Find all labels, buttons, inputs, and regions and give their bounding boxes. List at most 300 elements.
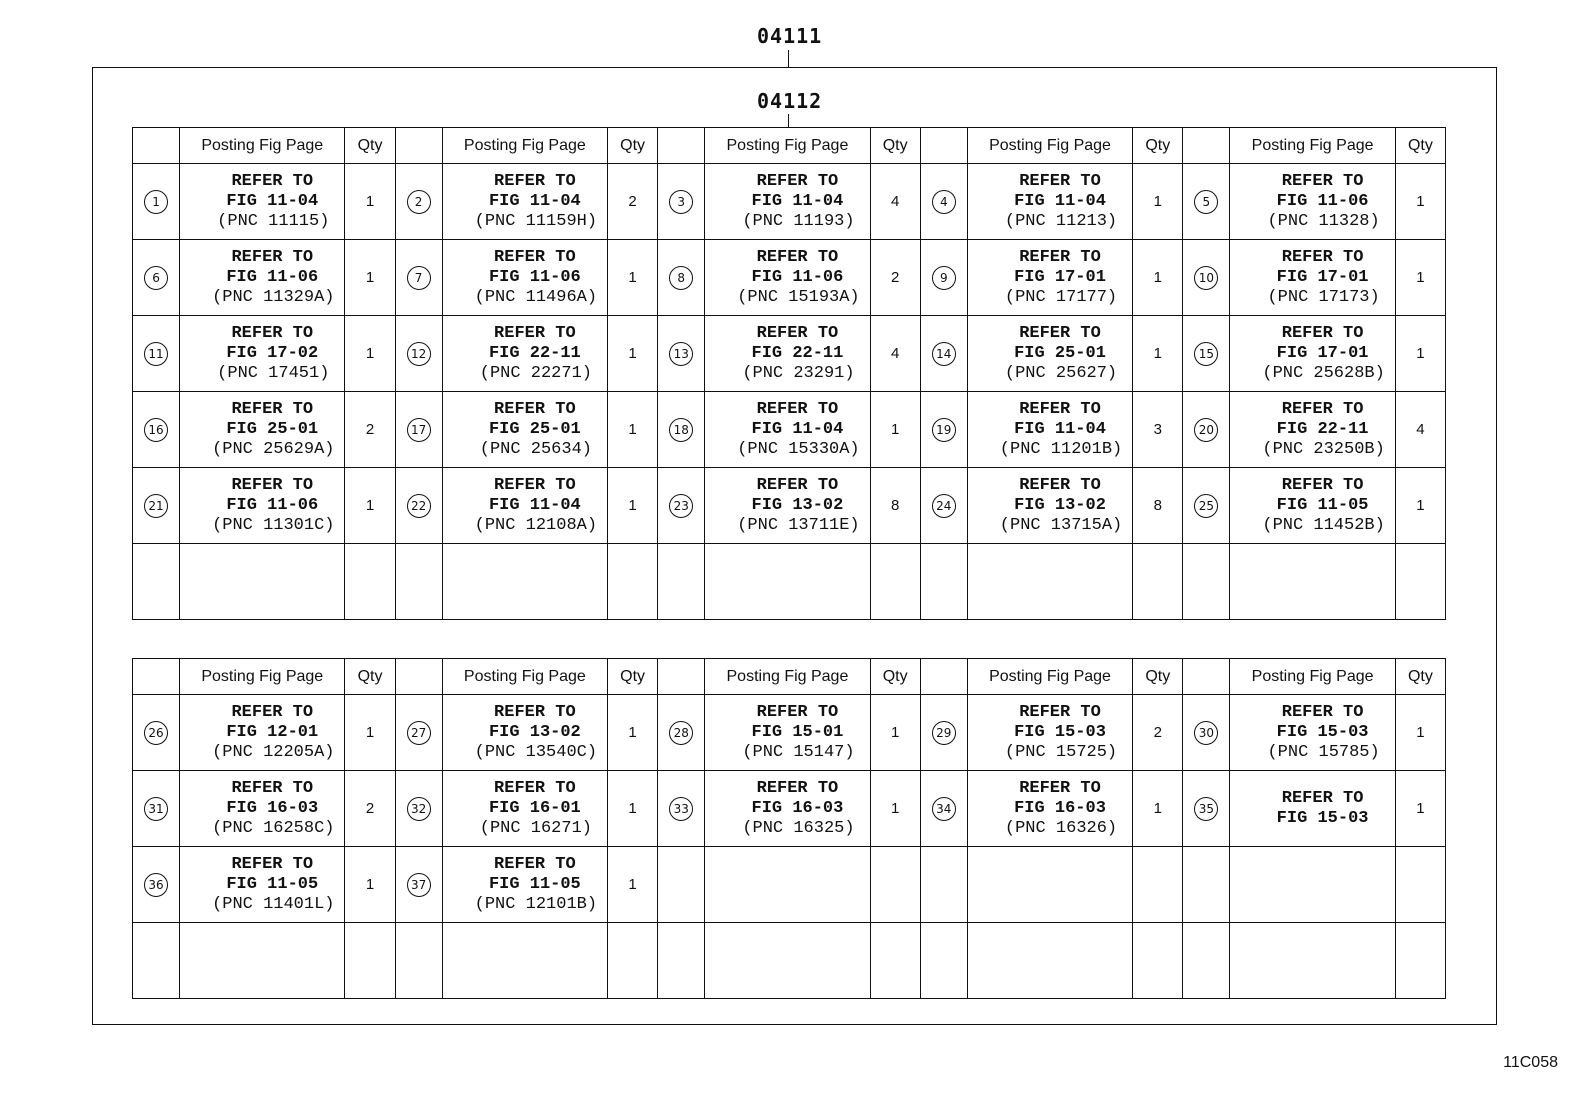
item-number-cell [658, 771, 705, 847]
item-number-cell [658, 468, 705, 544]
header-qty: Qty [1395, 659, 1445, 695]
qty-cell: 2 [608, 164, 658, 240]
qty-cell [1395, 847, 1445, 923]
empty-cell [967, 923, 1132, 999]
empty-cell [180, 544, 345, 620]
posting-fig-page-cell [180, 468, 345, 544]
item-number-badge: 36 [144, 873, 168, 897]
empty-cell [658, 544, 705, 620]
fig-ref-text: FIG 11-05 [1276, 495, 1369, 515]
item-number-cell [395, 847, 442, 923]
fig-ref-text: FIG 11-06 [751, 267, 844, 287]
pnc-text: (PNC 13540C) [474, 742, 598, 762]
empty-cell [1183, 923, 1230, 999]
item-number-badge: 16 [144, 418, 168, 442]
pnc-text: (PNC 15147) [742, 742, 855, 762]
table-row [133, 392, 1446, 468]
item-number-badge: 22 [407, 494, 431, 518]
posting-fig-page-cell [180, 392, 345, 468]
fig-ref-text: FIG 15-03 [1014, 722, 1106, 742]
refer-to-text: REFER TO [1019, 399, 1101, 419]
fig-ref-text: FIG 25-01 [488, 419, 581, 439]
item-number-badge: 21 [144, 494, 168, 518]
refer-to-text: REFER TO [494, 702, 576, 722]
header-row [133, 659, 1446, 695]
fig-ref-text: FIG 12-01 [226, 722, 319, 742]
posting-fig-page-cell [180, 695, 345, 771]
item-number-badge: 5 [1194, 190, 1218, 214]
item-number-cell [1183, 392, 1230, 468]
qty-cell: 1 [870, 771, 920, 847]
item-number-badge: 9 [932, 266, 956, 290]
header-blank [133, 128, 180, 164]
refer-to-text: REFER TO [1281, 788, 1364, 808]
header-blank [395, 659, 442, 695]
empty-cell [1230, 923, 1395, 999]
qty-cell: 4 [870, 164, 920, 240]
fig-ref-text: FIG 11-06 [226, 495, 319, 515]
pnc-text: (PNC 23250B) [1262, 439, 1385, 459]
fig-ref-text: FIG 11-04 [751, 419, 844, 439]
fig-ref-text: FIG 16-01 [488, 798, 581, 818]
refer-to-text: REFER TO [494, 778, 576, 798]
pnc-text: (PNC 11401L) [212, 894, 335, 914]
empty-cell [345, 544, 395, 620]
fig-ref-text: FIG 13-02 [488, 722, 581, 742]
empty-cell [1395, 544, 1445, 620]
refer-to-text: REFER TO [756, 475, 839, 495]
item-number-cell [1183, 695, 1230, 771]
qty-cell: 1 [608, 392, 658, 468]
fig-ref-text: FIG 25-01 [226, 419, 319, 439]
posting-fig-page-cell [1230, 695, 1395, 771]
item-number-badge: 35 [1194, 797, 1218, 821]
header-blank [920, 659, 967, 695]
posting-fig-page-cell [442, 847, 607, 923]
fig-ref-text: FIG 17-01 [1014, 267, 1106, 287]
refer-to-text: REFER TO [756, 399, 839, 419]
empty-cell [1133, 544, 1183, 620]
item-number-cell [133, 695, 180, 771]
item-number-badge: 23 [669, 494, 693, 518]
header-qty: Qty [1133, 128, 1183, 164]
posting-fig-page-cell [967, 847, 1132, 923]
qty-cell: 4 [1395, 392, 1445, 468]
refer-to-text: REFER TO [1019, 247, 1101, 267]
qty-cell: 1 [1395, 771, 1445, 847]
pnc-text: (PNC 17173) [1267, 287, 1380, 307]
item-number-cell [133, 771, 180, 847]
header-posting-fig-page: Posting Fig Page [180, 659, 345, 695]
fig-ref-text: FIG 16-03 [226, 798, 319, 818]
posting-fig-page-cell [967, 392, 1132, 468]
item-number-cell [133, 240, 180, 316]
header-qty: Qty [870, 659, 920, 695]
empty-cell [395, 923, 442, 999]
qty-cell: 2 [345, 771, 395, 847]
item-number-cell [920, 316, 967, 392]
pnc-text: (PNC 17451) [217, 363, 330, 383]
diagram-code: 11C058 [1503, 1054, 1558, 1071]
pnc-text: (PNC 11496A) [474, 287, 598, 307]
qty-cell [1133, 847, 1183, 923]
item-number-cell [920, 392, 967, 468]
qty-cell: 1 [1395, 695, 1445, 771]
refer-to-text: REFER TO [1019, 323, 1101, 343]
posting-fig-page-cell [705, 240, 870, 316]
item-number-badge: 34 [932, 797, 956, 821]
qty-cell: 1 [345, 240, 395, 316]
table-row [133, 316, 1446, 392]
posting-fig-page-cell [1230, 240, 1395, 316]
header-posting-fig-page: Posting Fig Page [442, 128, 607, 164]
item-number-cell [658, 695, 705, 771]
posting-fig-page-cell [442, 392, 607, 468]
item-number-badge: 33 [669, 797, 693, 821]
refer-to-text: REFER TO [1281, 323, 1364, 343]
refer-to-text: REFER TO [231, 171, 314, 191]
qty-cell: 1 [608, 316, 658, 392]
pnc-text: (PNC 15330A) [737, 439, 860, 459]
refer-to-text: REFER TO [494, 247, 576, 267]
item-number-cell [133, 164, 180, 240]
header-blank [1183, 128, 1230, 164]
qty-cell: 1 [608, 240, 658, 316]
item-number-cell [1183, 771, 1230, 847]
posting-fig-page-cell [180, 316, 345, 392]
item-number-badge: 20 [1194, 418, 1218, 442]
item-number-badge: 13 [669, 342, 693, 366]
item-number-cell [658, 847, 705, 923]
item-number-badge: 17 [407, 418, 431, 442]
qty-cell: 3 [1133, 392, 1183, 468]
item-number-badge: 12 [407, 342, 431, 366]
posting-fig-page-cell [442, 771, 607, 847]
posting-fig-page-cell [967, 316, 1132, 392]
item-number-cell [920, 695, 967, 771]
header-blank [658, 128, 705, 164]
posting-fig-page-cell [1230, 316, 1395, 392]
fig-ref-text: FIG 11-04 [226, 191, 319, 211]
posting-fig-page-cell [967, 468, 1132, 544]
qty-cell: 1 [345, 847, 395, 923]
posting-fig-page-cell [1230, 771, 1395, 847]
empty-cell [1395, 923, 1445, 999]
fig-ref-text: FIG 15-03 [1276, 722, 1369, 742]
refer-to-text: REFER TO [756, 247, 839, 267]
pnc-text: (PNC 15193A) [737, 287, 860, 307]
item-number-badge: 31 [144, 797, 168, 821]
empty-cell [133, 544, 180, 620]
empty-cell [920, 923, 967, 999]
header-posting-fig-page: Posting Fig Page [705, 659, 870, 695]
fig-ref-text: FIG 11-05 [226, 874, 319, 894]
pnc-text: (PNC 16326) [1004, 818, 1118, 838]
item-number-badge: 6 [144, 266, 168, 290]
fig-ref-text: FIG 13-02 [751, 495, 844, 515]
qty-cell: 2 [345, 392, 395, 468]
fig-ref-text: FIG 16-03 [751, 798, 844, 818]
fig-ref-text: FIG 11-06 [226, 267, 319, 287]
pnc-text: (PNC 11193) [742, 211, 855, 231]
item-number-cell [658, 240, 705, 316]
item-number-cell [920, 240, 967, 316]
qty-cell: 1 [1395, 240, 1445, 316]
posting-fig-page-cell [180, 240, 345, 316]
item-number-badge: 28 [669, 721, 693, 745]
empty-cell [180, 923, 345, 999]
empty-cell [705, 544, 870, 620]
pnc-text: (PNC 25628B) [1262, 363, 1385, 383]
header-qty: Qty [608, 128, 658, 164]
qty-cell: 1 [1395, 468, 1445, 544]
refer-to-text: REFER TO [231, 399, 314, 419]
item-number-badge: 30 [1194, 721, 1218, 745]
pnc-text: (PNC 16271) [479, 818, 592, 838]
refer-to-text: REFER TO [231, 702, 314, 722]
pnc-text: (PNC 12205A) [212, 742, 335, 762]
refer-to-text: REFER TO [494, 475, 576, 495]
item-number-cell [1183, 847, 1230, 923]
item-number-badge: 14 [932, 342, 956, 366]
empty-cell [1133, 923, 1183, 999]
item-number-cell [395, 771, 442, 847]
pnc-text: (PNC 15785) [1267, 742, 1380, 762]
pnc-text: (PNC 12101B) [474, 894, 598, 914]
item-number-badge: 2 [407, 190, 431, 214]
empty-cell [442, 544, 607, 620]
refer-to-text: REFER TO [1019, 171, 1101, 191]
fig-ref-text: FIG 13-02 [1014, 495, 1106, 515]
item-number-badge: 18 [669, 418, 693, 442]
posting-fig-page-cell [705, 468, 870, 544]
posting-fig-page-cell [1230, 847, 1395, 923]
pnc-text: (PNC 11301C) [212, 515, 335, 535]
pnc-text: (PNC 11159H) [474, 211, 598, 231]
posting-fig-page-cell [705, 316, 870, 392]
item-number-badge: 3 [669, 190, 693, 214]
header-blank [1183, 659, 1230, 695]
item-number-badge: 29 [932, 721, 956, 745]
posting-fig-page-cell [967, 771, 1132, 847]
refer-to-text: REFER TO [1281, 702, 1364, 722]
item-number-badge: 11 [144, 342, 168, 366]
fig-ref-text: FIG 16-03 [1014, 798, 1106, 818]
parts-table-2 [132, 658, 1446, 999]
refer-to-text: REFER TO [231, 778, 314, 798]
header-posting-fig-page: Posting Fig Page [1230, 128, 1395, 164]
posting-fig-page-cell [1230, 468, 1395, 544]
pnc-text: (PNC 15725) [1004, 742, 1118, 762]
item-number-cell [920, 847, 967, 923]
header-qty: Qty [345, 659, 395, 695]
pnc-text: (PNC 12108A) [474, 515, 598, 535]
table-row [133, 847, 1446, 923]
header-qty: Qty [608, 659, 658, 695]
empty-cell [345, 923, 395, 999]
header-qty: Qty [345, 128, 395, 164]
empty-cell [608, 923, 658, 999]
fig-ref-text: FIG 11-04 [751, 191, 844, 211]
posting-fig-page-cell [180, 847, 345, 923]
posting-fig-page-cell [705, 847, 870, 923]
pnc-text: (PNC 11328) [1267, 211, 1380, 231]
pnc-text: (PNC 16325) [742, 818, 855, 838]
posting-fig-page-cell [180, 771, 345, 847]
refer-to-text: REFER TO [231, 475, 314, 495]
pnc-text: (PNC 25629A) [212, 439, 335, 459]
item-number-cell [920, 468, 967, 544]
fig-ref-text: FIG 22-11 [1276, 419, 1369, 439]
posting-fig-page-cell [1230, 392, 1395, 468]
posting-fig-page-cell [705, 164, 870, 240]
posting-fig-page-cell [442, 695, 607, 771]
refer-to-text: REFER TO [1281, 475, 1364, 495]
table-row [133, 771, 1446, 847]
item-number-badge: 19 [932, 418, 956, 442]
pnc-text: (PNC 23291) [742, 363, 855, 383]
qty-cell: 8 [870, 468, 920, 544]
table-row [133, 164, 1446, 240]
item-number-badge: 10 [1194, 266, 1218, 290]
refer-to-text: REFER TO [756, 702, 839, 722]
posting-fig-page-cell [442, 316, 607, 392]
posting-fig-page-cell [967, 240, 1132, 316]
empty-cell [133, 923, 180, 999]
fig-ref-text: FIG 11-04 [1014, 419, 1106, 439]
header-blank [395, 128, 442, 164]
item-number-cell [1183, 164, 1230, 240]
item-number-cell [395, 468, 442, 544]
fig-ref-text: FIG 11-06 [488, 267, 581, 287]
item-number-cell [658, 392, 705, 468]
empty-cell [920, 544, 967, 620]
qty-cell: 1 [870, 695, 920, 771]
qty-cell: 1 [608, 468, 658, 544]
item-number-cell [1183, 316, 1230, 392]
posting-fig-page-cell [442, 240, 607, 316]
qty-cell: 1 [608, 771, 658, 847]
posting-fig-page-cell [705, 695, 870, 771]
item-number-badge: 25 [1194, 494, 1218, 518]
table-row [133, 695, 1446, 771]
pnc-text: (PNC 25627) [1004, 363, 1118, 383]
header-posting-fig-page: Posting Fig Page [1230, 659, 1395, 695]
pnc-text: (PNC 17177) [1004, 287, 1118, 307]
qty-cell: 1 [345, 316, 395, 392]
refer-to-text: REFER TO [756, 323, 839, 343]
pnc-text: (PNC 16258C) [212, 818, 335, 838]
item-number-cell [133, 392, 180, 468]
item-number-cell [658, 164, 705, 240]
item-number-cell [395, 164, 442, 240]
qty-cell: 2 [870, 240, 920, 316]
refer-to-text: REFER TO [494, 323, 576, 343]
fig-ref-text: FIG 11-06 [1276, 191, 1369, 211]
refer-to-text: REFER TO [756, 778, 839, 798]
header-posting-fig-page: Posting Fig Page [705, 128, 870, 164]
item-number-cell [133, 316, 180, 392]
item-number-cell [395, 316, 442, 392]
refer-to-text: REFER TO [494, 854, 576, 874]
table-row [133, 468, 1446, 544]
pnc-text: (PNC 11452B) [1262, 515, 1385, 535]
qty-cell: 1 [1133, 240, 1183, 316]
empty-cell [395, 544, 442, 620]
pnc-text: (PNC 11213) [1004, 211, 1118, 231]
empty-cell [705, 923, 870, 999]
posting-fig-page-cell [442, 468, 607, 544]
fig-ref-text: FIG 11-04 [1014, 191, 1106, 211]
fig-ref-text: FIG 11-04 [488, 191, 581, 211]
assembly-code-04111: 04111 [757, 24, 823, 48]
qty-cell: 1 [608, 847, 658, 923]
pnc-text: (PNC 22271) [479, 363, 592, 383]
empty-cell [1183, 544, 1230, 620]
refer-to-text: REFER TO [756, 171, 839, 191]
refer-to-text: REFER TO [1281, 171, 1364, 191]
refer-to-text: REFER TO [1019, 702, 1101, 722]
qty-cell: 1 [345, 468, 395, 544]
qty-cell: 8 [1133, 468, 1183, 544]
qty-cell: 4 [870, 316, 920, 392]
fig-ref-text: FIG 11-04 [488, 495, 581, 515]
fig-ref-text: FIG 11-05 [488, 874, 581, 894]
empty-cell [870, 544, 920, 620]
pnc-text: (PNC 11329A) [212, 287, 335, 307]
qty-cell: 1 [1133, 164, 1183, 240]
refer-to-text: REFER TO [1019, 778, 1101, 798]
posting-fig-page-cell [180, 164, 345, 240]
parts-table-1 [132, 127, 1446, 620]
item-number-badge: 24 [932, 494, 956, 518]
posting-fig-page-cell [967, 695, 1132, 771]
empty-cell [608, 544, 658, 620]
item-number-badge: 15 [1194, 342, 1218, 366]
fig-ref-text: FIG 22-11 [488, 343, 581, 363]
assembly-code-04112: 04112 [757, 89, 823, 113]
fig-ref-text: FIG 22-11 [751, 343, 844, 363]
empty-cell [870, 923, 920, 999]
qty-cell: 1 [870, 392, 920, 468]
header-posting-fig-page: Posting Fig Page [180, 128, 345, 164]
empty-row [133, 544, 1446, 620]
header-qty: Qty [870, 128, 920, 164]
qty-cell: 2 [1133, 695, 1183, 771]
refer-to-text: REFER TO [494, 171, 576, 191]
pnc-text: (PNC 25634) [479, 439, 592, 459]
header-posting-fig-page: Posting Fig Page [442, 659, 607, 695]
item-number-cell [1183, 240, 1230, 316]
empty-row [133, 923, 1446, 999]
refer-to-text: REFER TO [231, 854, 314, 874]
table-row [133, 240, 1446, 316]
pnc-text: (PNC 11201B) [999, 439, 1123, 459]
qty-cell: 1 [345, 695, 395, 771]
item-number-cell [920, 164, 967, 240]
refer-to-text: REFER TO [231, 247, 314, 267]
header-row [133, 128, 1446, 164]
pnc-text: (PNC 13711E) [737, 515, 860, 535]
qty-cell [870, 847, 920, 923]
header-qty: Qty [1133, 659, 1183, 695]
header-blank [133, 659, 180, 695]
fig-ref-text: FIG 25-01 [1014, 343, 1106, 363]
qty-cell: 1 [1395, 164, 1445, 240]
qty-cell: 1 [1133, 771, 1183, 847]
posting-fig-page-cell [705, 392, 870, 468]
fig-ref-text: FIG 15-01 [751, 722, 844, 742]
